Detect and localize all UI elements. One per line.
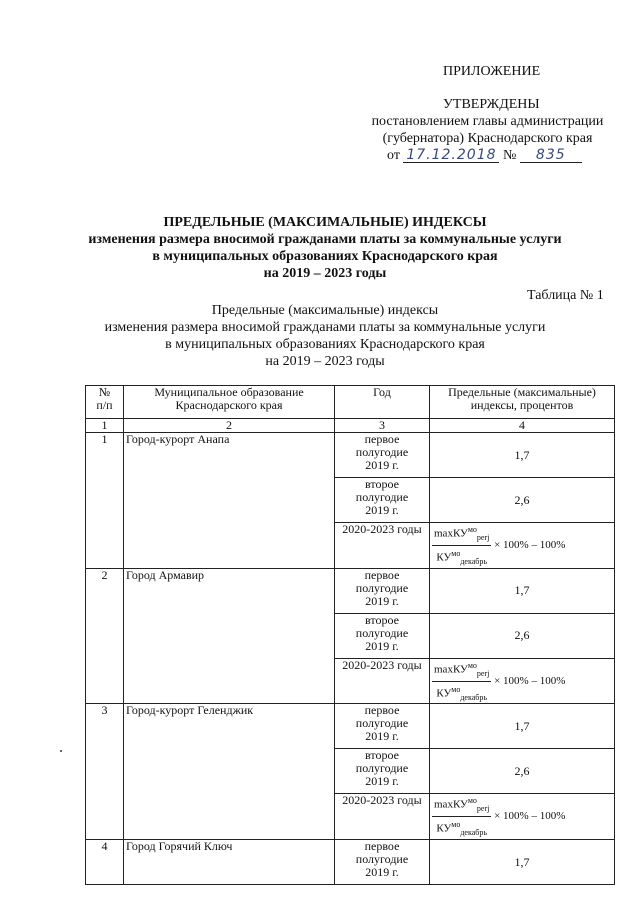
formula-den-sub: декабрь <box>460 556 487 566</box>
period-text: 2019 г. <box>365 865 399 880</box>
doc-title-line4: на 2019 – 2023 годы <box>263 266 387 281</box>
header-index-b: индексы, процентов <box>470 398 574 412</box>
header-municipality-a: Муниципальное образование <box>154 385 304 399</box>
formula-fraction <box>432 794 491 839</box>
row-number: 2 <box>86 568 124 704</box>
formula-fraction <box>432 523 491 568</box>
approved-line1: постановлением главы администрации <box>371 114 604 129</box>
header-municipality-b: Краснодарского края <box>175 398 283 412</box>
formula-tail: × 100% – 100% <box>494 538 566 551</box>
index-value: 2,6 <box>430 749 615 794</box>
period-cell <box>335 568 430 613</box>
formula-den-sup: мо <box>451 684 461 694</box>
period-text: полугодие <box>355 445 409 459</box>
period-text: второе <box>365 612 399 627</box>
table-header-row <box>86 386 615 419</box>
table-subtitle-line2: изменения размера вносимой гражданами платы за коммунальные услуги <box>104 320 546 335</box>
header-num-a: № <box>98 385 111 399</box>
formula-tail: × 100% – 100% <box>494 674 566 687</box>
row-number: 1 <box>86 433 124 569</box>
formula-num-sub: perj <box>476 532 490 542</box>
index-formula <box>430 523 615 569</box>
formula-denominator <box>432 546 491 568</box>
formula-num-sup: мо <box>467 796 477 806</box>
period-cell: 2020-2023 годы <box>335 658 430 704</box>
period-cell <box>335 478 430 523</box>
header-index-a: Предельные (максимальные) <box>448 385 596 399</box>
formula-num-main: maxКУ <box>434 527 468 540</box>
formula-den-sup: мо <box>451 820 461 830</box>
date-prefix: от <box>387 148 400 163</box>
col-number: 3 <box>335 419 430 433</box>
number-signature: 835 <box>520 148 582 163</box>
header-municipality <box>124 386 335 419</box>
table-subtitle-line1: Предельные (максимальные) индексы <box>211 303 439 318</box>
approval-date-line <box>387 148 582 164</box>
formula-den-sub: декабрь <box>460 692 487 702</box>
period-text: полугодие <box>355 625 409 640</box>
period-text: 2019 г. <box>365 593 399 608</box>
formula-den-main: КУ <box>436 687 452 700</box>
period-cell <box>335 840 430 885</box>
column-number-row <box>86 419 615 433</box>
period-cell: 2020-2023 годы <box>335 523 430 569</box>
period-cell <box>335 749 430 794</box>
formula-denominator <box>432 817 491 839</box>
index-value: 2,6 <box>430 478 615 523</box>
period-text: первое <box>364 567 400 582</box>
period-cell: 2020-2023 годы <box>335 794 430 840</box>
municipality-name: Город-курорт Геленджик <box>124 704 335 840</box>
index-value: 1,7 <box>430 433 615 478</box>
formula-num-sup: мо <box>467 525 477 534</box>
municipality-name: Город-курорт Анапа <box>124 433 335 569</box>
formula-den-main: КУ <box>436 822 452 835</box>
formula-numerator <box>432 794 491 817</box>
index-value: 2,6 <box>430 613 615 658</box>
approved-label: УТВЕРЖДЕНЫ <box>443 97 540 112</box>
header-num <box>86 386 124 419</box>
formula-num-sub: perj <box>476 804 490 814</box>
period-text: 2019 г. <box>365 774 399 789</box>
formula-numerator <box>432 659 491 682</box>
header-index <box>430 386 615 419</box>
index-value: 1,7 <box>430 568 615 613</box>
period-text: первое <box>364 703 400 718</box>
table-row <box>86 568 615 613</box>
period-text: 2019 г. <box>365 638 399 653</box>
margin-dot <box>60 750 62 752</box>
formula-den-main: КУ <box>436 551 452 564</box>
period-text: 2019 г. <box>365 458 399 472</box>
period-text: 2019 г. <box>365 729 399 744</box>
municipality-name: Город Горячий Ключ <box>124 840 335 885</box>
row-number: 3 <box>86 704 124 840</box>
table-label: Таблица № 1 <box>527 288 604 303</box>
col-number: 4 <box>430 419 615 433</box>
doc-title-line3: в муниципальных образованиях Краснодарского края <box>152 249 498 264</box>
formula-fraction <box>432 659 491 704</box>
row-number: 4 <box>86 840 124 885</box>
appendix-label: ПРИЛОЖЕНИЕ <box>443 64 541 79</box>
doc-title-line1: ПРЕДЕЛЬНЫЕ (МАКСИМАЛЬНЫЕ) ИНДЕКСЫ <box>163 215 487 230</box>
col-number: 2 <box>124 419 335 433</box>
formula-den-sub: декабрь <box>460 828 487 838</box>
municipality-name: Город Армавир <box>124 568 335 704</box>
table-subtitle-line3: в муниципальных образованиях Краснодарского края <box>165 337 485 352</box>
period-text: второе <box>365 477 399 491</box>
indices-table <box>85 385 615 885</box>
formula-num-main: maxКУ <box>434 799 468 812</box>
formula-num-main: maxКУ <box>434 663 468 676</box>
formula-tail: × 100% – 100% <box>494 810 566 823</box>
formula-num-sub: perj <box>476 668 490 678</box>
period-cell <box>335 433 430 478</box>
approved-line2: (губернатора) Краснодарского края <box>382 131 593 146</box>
table-row <box>86 704 615 749</box>
index-value: 1,7 <box>430 704 615 749</box>
period-text: полугодие <box>355 580 409 595</box>
header-num-b: п/п <box>96 398 113 412</box>
period-text: полугодие <box>355 761 409 776</box>
formula-numerator <box>432 523 491 546</box>
doc-title-line2: изменения размера вносимой гражданами платы за коммунальные услуги <box>88 232 562 247</box>
index-value: 1,7 <box>430 840 615 885</box>
date-signature: 17.12.2018 <box>403 148 499 163</box>
period-cell <box>335 613 430 658</box>
period-text: полугодие <box>355 490 409 504</box>
formula-den-sup: мо <box>451 548 461 558</box>
period-text: второе <box>365 748 399 763</box>
period-text: первое <box>364 432 400 446</box>
period-text: 2019 г. <box>365 503 399 517</box>
col-number: 1 <box>86 419 124 433</box>
period-text: первое <box>364 839 400 854</box>
period-text: полугодие <box>355 716 409 731</box>
table-row <box>86 433 615 478</box>
number-prefix: № <box>502 148 517 163</box>
table-subtitle-line4: на 2019 – 2023 годы <box>265 354 385 369</box>
formula-num-sup: мо <box>467 660 477 670</box>
index-formula <box>430 658 615 704</box>
header-year: Год <box>335 386 430 419</box>
index-formula <box>430 794 615 840</box>
table-row <box>86 840 615 885</box>
formula-denominator <box>432 682 491 704</box>
period-cell <box>335 704 430 749</box>
period-text: полугодие <box>355 852 409 867</box>
